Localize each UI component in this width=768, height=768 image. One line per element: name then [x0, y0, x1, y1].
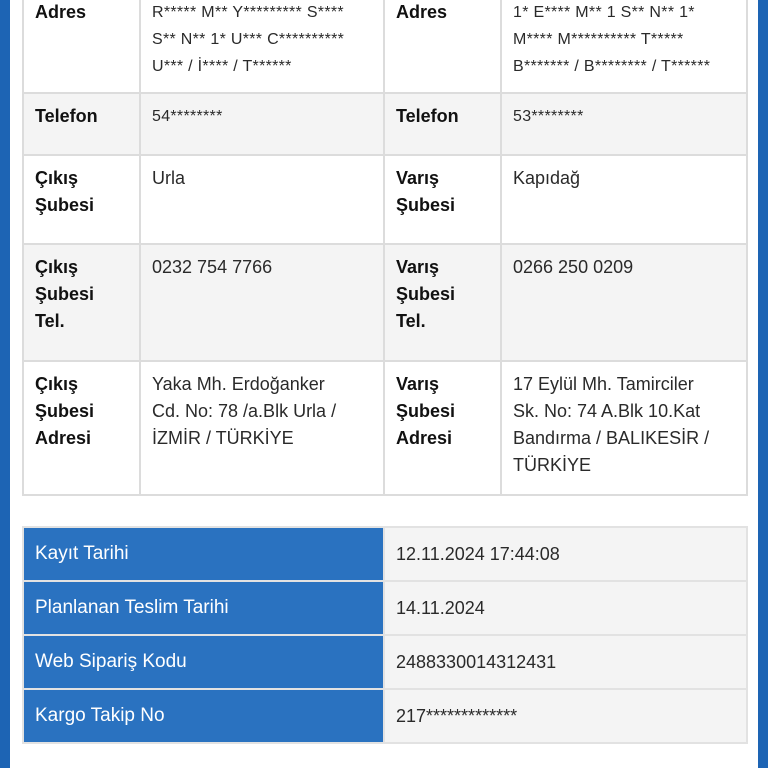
planned-delivery-date-label: Planlanan Teslim Tarihi — [23, 581, 384, 635]
sender-phone-value: 54******** — [140, 93, 384, 155]
registration-date-label: Kayıt Tarihi — [23, 527, 384, 581]
address-row — [23, 0, 747, 93]
sender-address-value — [140, 0, 384, 93]
sender-branch-tel-value: 0232 754 7766 — [140, 244, 384, 361]
sender-branch-tel-label: Çıkış Şubesi Tel. — [23, 244, 140, 361]
registration-date-value: 12.11.2024 17:44:08 — [384, 527, 747, 581]
branch-tel-row — [23, 244, 747, 361]
web-order-code-label: Web Sipariş Kodu — [23, 635, 384, 689]
receiver-branch-tel-label: Varış Şubesi Tel. — [384, 244, 501, 361]
sender-branch-address-value: Yaka Mh. Erdoğanker Cd. No: 78 /a.Blk Urla / İZMİR / TÜRKİYE — [140, 361, 384, 495]
sender-branch-label: Çıkış Şubesi — [23, 155, 140, 244]
tracking-number-value: 217************* — [384, 689, 747, 743]
receiver-branch-address-value: 17 Eylül Mh. Tamirciler Sk. No: 74 A.Blk 10.Kat Bandırma / BALIKESİR / TÜRKİYE — [501, 361, 747, 495]
info-row — [23, 635, 747, 689]
shipment-detail-page — [10, 0, 758, 768]
info-row — [23, 689, 747, 743]
sender-branch-address-label: Çıkış Şubesi Adresi — [23, 361, 140, 495]
shipment-info-table — [22, 526, 748, 744]
sender-address-line: S** N** 1* U*** C********** — [152, 31, 345, 48]
info-row — [23, 581, 747, 635]
receiver-phone-value: 53******** — [501, 93, 747, 155]
branch-address-row — [23, 361, 747, 495]
web-order-code-value: 2488330014312431 — [384, 635, 747, 689]
tracking-number-label: Kargo Takip No — [23, 689, 384, 743]
receiver-branch-address-label: Varış Şubesi Adresi — [384, 361, 501, 495]
phone-row — [23, 93, 747, 155]
receiver-branch-value: Kapıdağ — [501, 155, 747, 244]
branch-row — [23, 155, 747, 244]
receiver-branch-tel-value: 0266 250 0209 — [501, 244, 747, 361]
receiver-phone-label: Telefon — [384, 93, 501, 155]
sender-branch-value: Urla — [140, 155, 384, 244]
sender-address-label: Adres — [23, 0, 140, 93]
sender-phone-label: Telefon — [23, 93, 140, 155]
party-details-table — [22, 0, 748, 496]
planned-delivery-date-value: 14.11.2024 — [384, 581, 747, 635]
receiver-branch-label: Varış Şubesi — [384, 155, 501, 244]
receiver-address-label: Adres — [384, 0, 501, 93]
receiver-address-line: B******* / B******** / T****** — [513, 58, 711, 75]
sender-address-line: U*** / İ**** / T****** — [152, 58, 292, 75]
receiver-address-line: M**** M********** T***** — [513, 31, 684, 48]
info-row — [23, 527, 747, 581]
receiver-address-line: 1* E**** M** 1 S** N** 1* — [513, 4, 695, 21]
sender-address-line: R***** M** Y********* S**** — [152, 4, 344, 21]
receiver-address-value — [501, 0, 747, 93]
